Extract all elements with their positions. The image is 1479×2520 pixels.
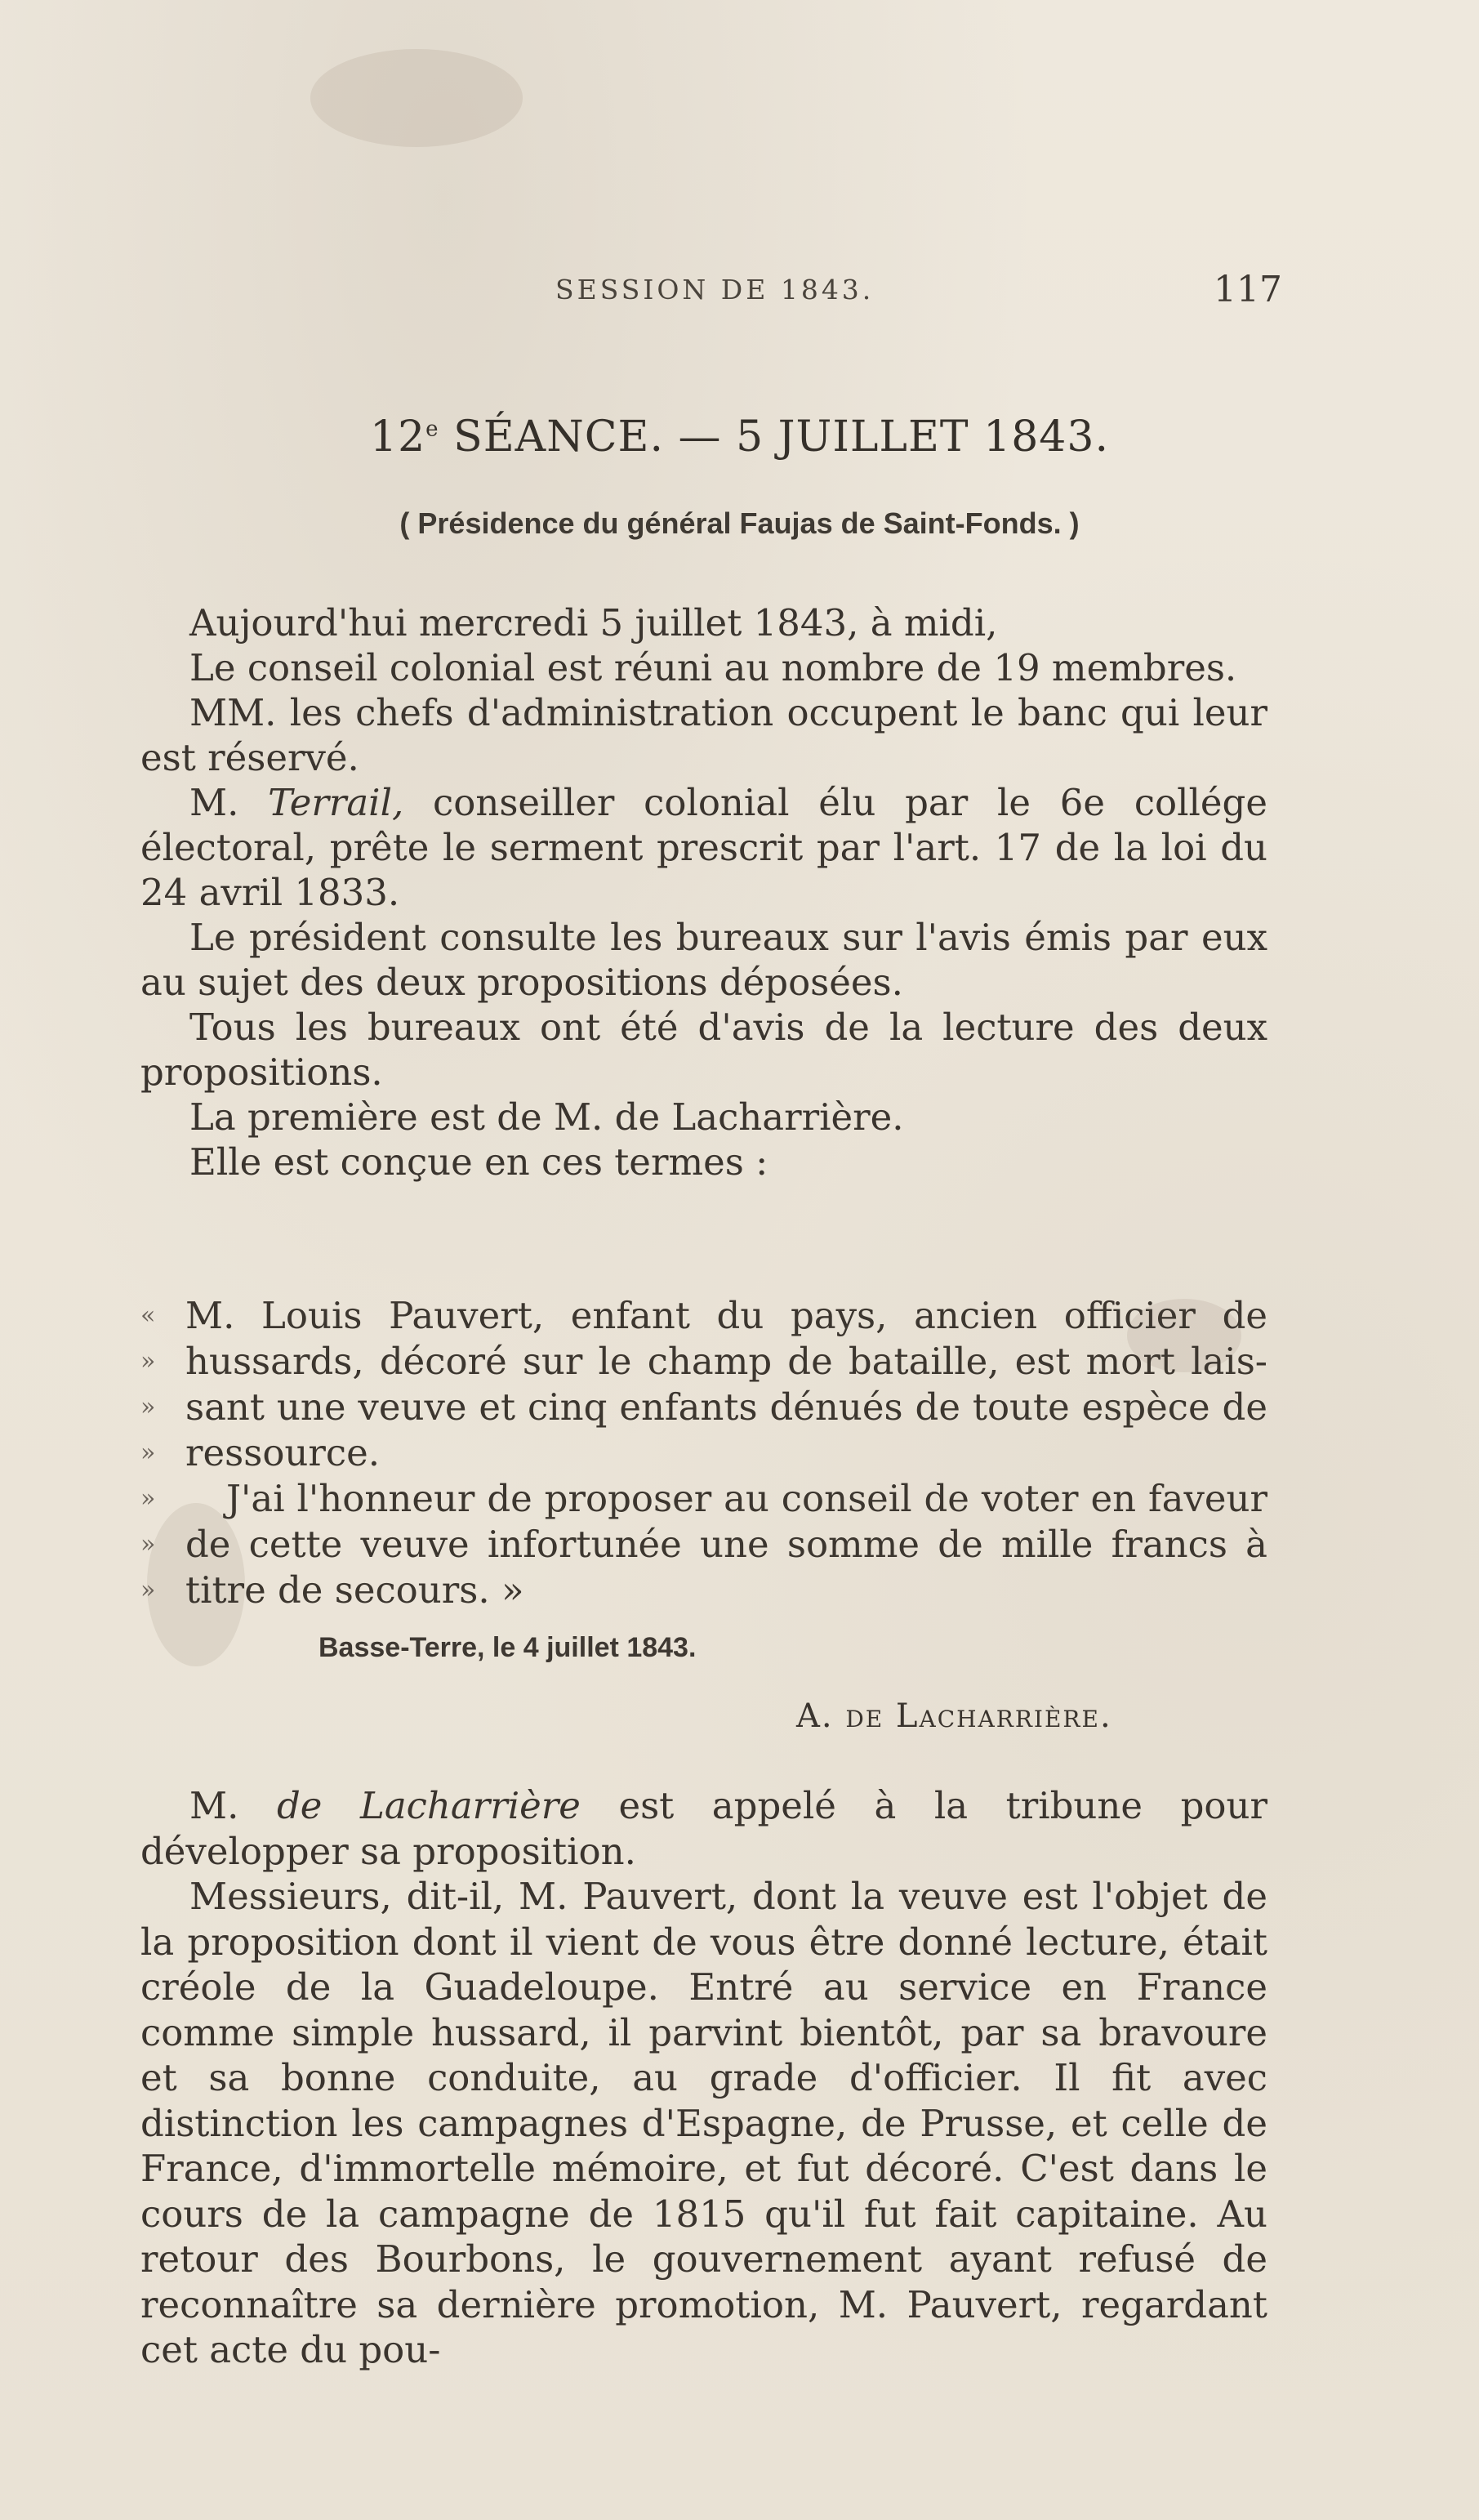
quote-text: M. Louis Pauvert, enfant du pays, ancien officier de	[185, 1294, 1267, 1337]
quote-mark: »	[140, 1347, 156, 1376]
quote-text: ressource.	[185, 1431, 381, 1474]
quote-line	[140, 1385, 1267, 1430]
paragraph-terrail	[140, 780, 1267, 915]
seance-heading	[0, 413, 1479, 462]
quote-text: J'ai l'honneur de proposer au conseil de voter en faveur	[226, 1477, 1267, 1520]
paragraph: Le président consulte les bureaux sur l'avis émis par eux au sujet des deux propositions déposées.	[140, 916, 1267, 1004]
paragraph: Elle est conçue en ces termes :	[189, 1140, 768, 1184]
seance-title-text: SÉANCE. — 5 JUILLET 1843.	[453, 413, 1109, 462]
running-title: SESSION DE 1843.	[555, 274, 875, 306]
terrail-text: conseiller colonial élu par le 6e collége électoral, prête le serment prescrit par l'art. 17 de la loi du 24 avril 1833.	[140, 781, 1267, 914]
terrail-name: Terrail,	[268, 781, 404, 824]
intro-text: est appelé à la tribune pour développer sa proposition.	[140, 1784, 1267, 1873]
paper-stain	[310, 49, 523, 147]
paragraph: Aujourd'hui mercredi 5 juillet 1843, à midi,	[189, 601, 998, 644]
quote-line	[140, 1293, 1267, 1339]
paragraph: Le conseil colonial est réuni au nombre de 19 membres.	[189, 646, 1237, 689]
quote-mark: »	[140, 1484, 156, 1513]
page-number: 117	[1214, 269, 1282, 310]
running-header	[0, 269, 1479, 323]
seance-number: 12	[370, 413, 426, 462]
paragraph: La première est de M. de Lacharrière.	[189, 1095, 904, 1139]
quote-line	[140, 1339, 1267, 1385]
speech-paragraphs	[140, 1783, 1267, 2373]
paragraph: Tous les bureaux ont été d'avis de la lecture des deux propositions.	[140, 1006, 1267, 1094]
intro-name: de Lacharrière	[276, 1784, 581, 1827]
presidence-note: ( Présidence du général Faujas de Saint-Fonds. )	[399, 506, 1080, 540]
paragraph: MM. les chefs d'administration occupent le banc qui leur est réservé.	[140, 691, 1267, 779]
quote-mark: »	[140, 1393, 156, 1421]
intro-prefix: M.	[189, 1784, 239, 1827]
quote-text: hussards, décoré sur le champ de bataille, est mort lais-	[185, 1340, 1267, 1383]
quote-line	[140, 1522, 1267, 1568]
quote-text: titre de secours. »	[185, 1568, 524, 1612]
quote-line	[140, 1568, 1267, 1613]
terrail-prefix: M.	[189, 781, 239, 824]
quote-mark: »	[140, 1530, 156, 1559]
paragraph-speech: Messieurs, dit-il, M. Pauvert, dont la veuve est l'objet de la proposition dont il vient de vous être donné lecture, était créole de la Guadeloupe. Entré au service en France comme simple hussard, il parvint bientôt, par sa bravoure et sa bonne conduite, au grade d'officier. Il fit avec distinction les campagnes d'Espagne, de Prusse, et celle de France, d'immortelle mémoire, et fut décoré. C'est dans le cours de la campagne de 1815 qu'il fut fait capitaine. Au retour des Bourbons, le gouvernement ayant refusé de reconnaître sa dernière promotion, M. Pauvert, regardant cet acte du pou-	[140, 1875, 1267, 2371]
paragraph-intro	[140, 1783, 1267, 1874]
quote-mark: »	[140, 1576, 156, 1604]
quote-text: de cette veuve infortunée une somme de mille francs à	[185, 1523, 1267, 1566]
opening-paragraphs	[140, 600, 1267, 1184]
quote-text: sant une veuve et cinq enfants dénués de toute espèce de	[185, 1385, 1267, 1429]
proposition-quote	[140, 1293, 1267, 1613]
quote-mark: «	[140, 1301, 156, 1330]
signature-name: A. de Lacharrière.	[796, 1697, 1112, 1735]
quote-mark: »	[140, 1438, 156, 1467]
quote-line	[140, 1430, 1267, 1476]
signature-place-date: Basse-Terre, le 4 juillet 1843.	[319, 1632, 697, 1663]
quote-line	[140, 1476, 1267, 1522]
seance-number-suffix: e	[425, 417, 439, 442]
